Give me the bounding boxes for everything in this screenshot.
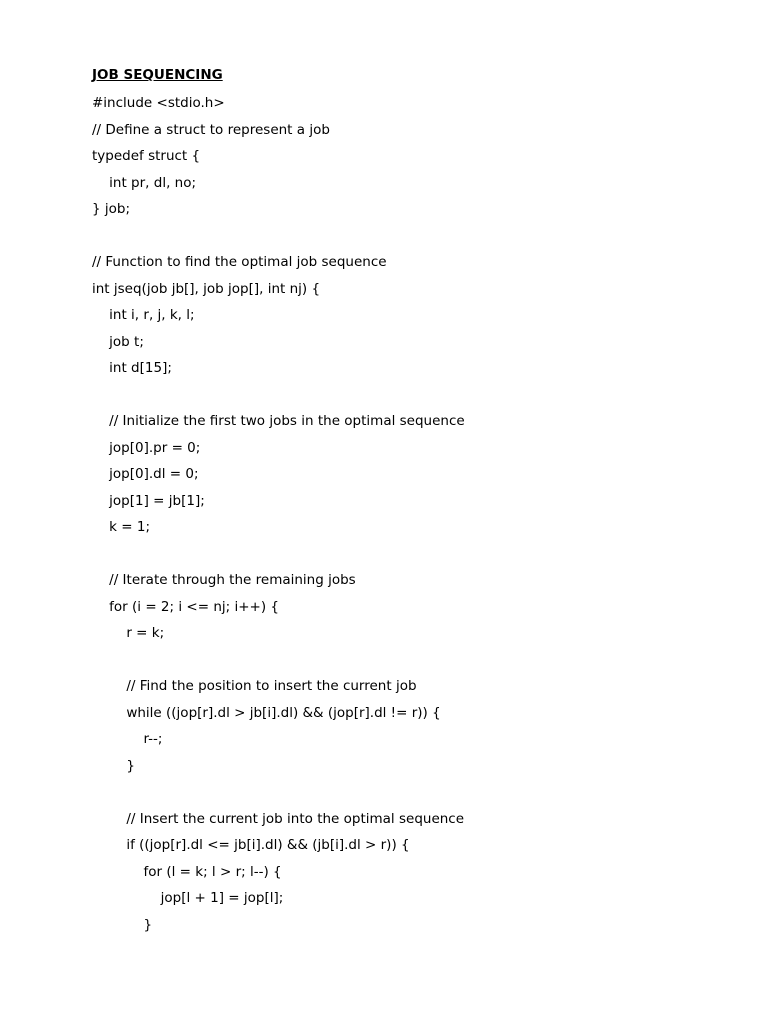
code-line: int pr, dl, no; xyxy=(92,174,197,191)
blank-line xyxy=(92,651,465,678)
blank-line xyxy=(92,386,465,413)
code-line: jop[1] = jb[1]; xyxy=(92,492,205,509)
document-title: JOB SEQUENCING xyxy=(92,67,223,83)
code-line: // Function to find the optimal job sequence xyxy=(92,254,387,270)
code-line: int jseq(job jb[], job jop[], int nj) { xyxy=(92,280,321,297)
code-line: #include <stdio.h> xyxy=(92,95,225,111)
code-line: for (i = 2; i <= nj; i++) { xyxy=(92,598,279,615)
code-line: for (l = k; l > r; l--) { xyxy=(92,863,282,880)
code-line: jop[0].pr = 0; xyxy=(92,439,201,456)
code-line: typedef struct { xyxy=(92,148,201,164)
blank-line xyxy=(92,545,465,572)
code-line: // Initialize the first two jobs in the optimal sequence xyxy=(92,413,465,429)
code-line: // Define a struct to represent a job xyxy=(92,121,330,138)
code-line: jop[l + 1] = jop[l]; xyxy=(92,890,284,906)
code-line: // Insert the current job into the optimal sequence xyxy=(92,810,465,827)
code-line: int i, r, j, k, l; xyxy=(92,307,195,323)
code-line: // Find the position to insert the current job xyxy=(92,678,417,694)
code-listing xyxy=(92,94,465,942)
code-line: } xyxy=(92,916,153,933)
blank-line xyxy=(92,227,465,254)
blank-line xyxy=(92,783,465,810)
code-line: int d[15]; xyxy=(92,360,172,376)
code-line: job t; xyxy=(92,333,144,350)
code-line: // Iterate through the remaining jobs xyxy=(92,572,356,588)
code-line: while ((jop[r].dl > jb[i].dl) && (jop[r].dl != r)) { xyxy=(92,704,441,721)
code-line: } job; xyxy=(92,201,131,217)
code-line: } xyxy=(92,757,135,774)
code-line: r--; xyxy=(92,731,163,747)
code-line: jop[0].dl = 0; xyxy=(92,466,199,482)
code-line: r = k; xyxy=(92,625,165,641)
code-line: if ((jop[r].dl <= jb[i].dl) && (jb[i].dl > r)) { xyxy=(92,837,410,853)
code-line: k = 1; xyxy=(92,519,151,535)
